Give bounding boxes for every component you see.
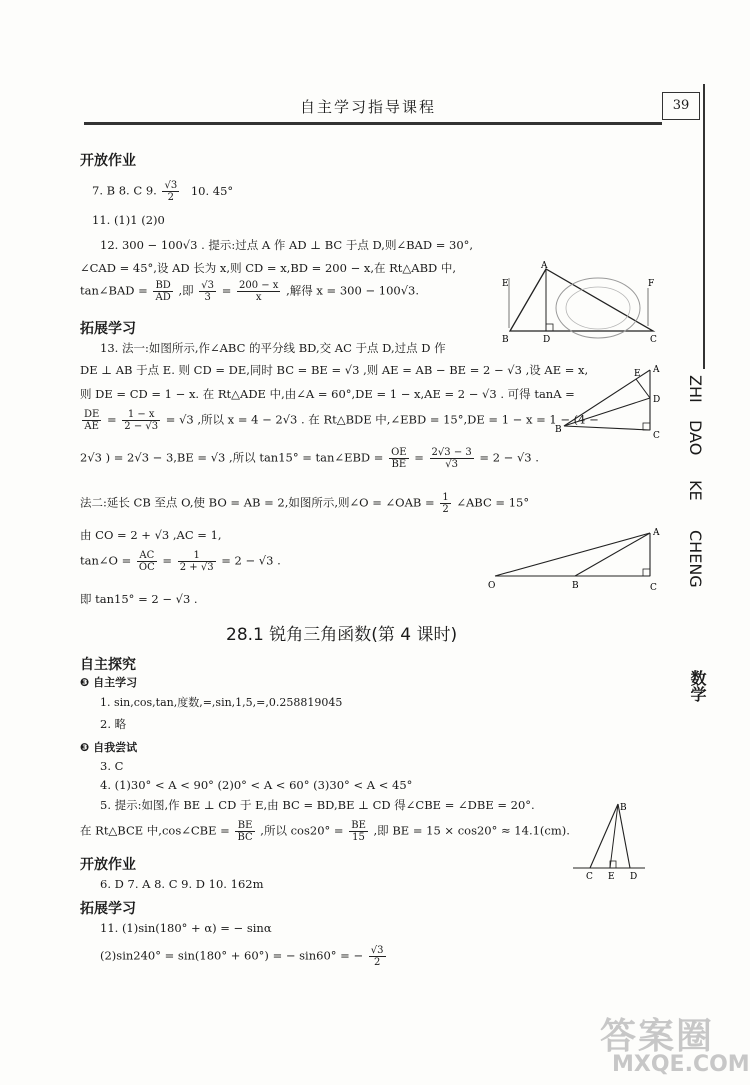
- side-word-subject: 数学: [688, 670, 707, 702]
- label-b: B: [502, 335, 509, 345]
- watermark-url: MXQE.COM: [612, 1052, 750, 1077]
- label-e: E: [502, 279, 509, 289]
- page-number: 39: [662, 92, 700, 120]
- label-d: D: [630, 872, 638, 882]
- header-rule: [84, 122, 662, 125]
- label-c: C: [650, 583, 657, 593]
- label-o: O: [488, 581, 496, 591]
- answer-line: 3. C: [100, 759, 124, 773]
- label-a: A: [653, 365, 660, 375]
- figure-triangle-abc: [498, 258, 666, 350]
- section-heading-open-homework: 开放作业: [80, 153, 136, 169]
- label-c: C: [586, 872, 593, 882]
- answer-line: 由 CO = 2 + √3 ,AC = 1,: [80, 528, 222, 542]
- subheading-self-attempt: ❸ 自我尝试: [80, 741, 138, 754]
- subheading-self-study: ❸ 自主学习: [80, 676, 138, 689]
- figure-angle-bisector: [552, 362, 668, 442]
- label-c: C: [653, 431, 660, 441]
- answer-line: 4. (1)30° < A < 90° (2)0° < A < 60° (3)30° < A < 45°: [100, 778, 413, 792]
- label-e: E: [634, 369, 641, 379]
- side-word-ke: KE: [686, 480, 705, 501]
- answer-line: 2√3 ) = 2√3 − 3,BE = √3 ,所以 tan15° = tan∠EBD = $\frac{OE}{BE}$ = $\frac{2√3 - 3}{√3}$ = 2 − √3 .: [80, 447, 539, 470]
- figure-extended-triangle: [485, 526, 667, 596]
- side-rule: [703, 84, 705, 369]
- label-c: C: [650, 335, 657, 345]
- answer-line: 即 tan15° = 2 − √3 .: [80, 592, 198, 606]
- answer-line: 12. 300 − 100√3 . 提示:过点 A 作 AD ⊥ BC 于点 D,则∠BAD = 30°,: [100, 238, 474, 252]
- answer-line: (2)sin240° = sin(180° + 60°) = − sin60° = − $\frac{√3}{2}$: [100, 945, 384, 968]
- side-word-dao: DAO: [686, 420, 705, 456]
- answer-line: 1. sin,cos,tan,度数,=,sin,1,5,=,0.258819045: [100, 696, 343, 709]
- label-d: D: [653, 395, 661, 405]
- section-heading-extended-study: 拓展学习: [80, 321, 136, 337]
- lesson-title: 28.1 锐角三角函数(第 4 课时): [226, 625, 458, 645]
- bullet-icon: ❸: [80, 741, 90, 754]
- section-heading-self-exploration: 自主探究: [80, 657, 136, 673]
- answer-line: 2. 略: [100, 717, 127, 731]
- answer-line: DE ⊥ AB 于点 E. 则 CD = DE,同时 BC = BE = √3 ,则 AE = AB − BE = 2 − √3 ,设 AE = x,: [80, 363, 589, 377]
- answer-line: ∠CAD = 45°,设 AD 长为 x,则 CD = x,BD = 200 − x,在 Rt△ABD 中,: [80, 261, 457, 275]
- figure-isosceles-triangle: [570, 796, 650, 884]
- label-b: B: [572, 581, 579, 591]
- answer-line: 5. 提示:如图,作 BE ⊥ CD 于 E,由 BC = BD,BE ⊥ CD 得∠CBE = ∠DBE = 20°.: [100, 798, 535, 812]
- bullet-icon: ❸: [80, 676, 90, 689]
- answer-line: 法二:延长 CB 至点 O,使 BO = AB = 2,如图所示,则∠O = ∠OAB = $\frac{1}{2}$ ∠ABC = 15°: [80, 492, 530, 515]
- label-a: A: [653, 528, 660, 538]
- label-b: B: [620, 803, 627, 813]
- label-d: D: [543, 335, 551, 345]
- side-word-cheng: CHENG: [686, 530, 705, 588]
- running-header-title: 自主学习指导课程: [300, 98, 437, 116]
- answer-line: tan∠O = $\frac{AC}{OC}$ = $\frac{1}{2 + √3}$ = 2 − √3 .: [80, 550, 281, 573]
- answer-line: tan∠BAD = $\frac{BD}{AD}$ ,即 $\frac{√3}{3}$ = $\frac{200 - x}{x}$ ,解得 x = 300 − 100√3.: [80, 280, 419, 303]
- answer-line: 6. D 7. A 8. C 9. D 10. 162m: [100, 877, 264, 891]
- answer-line: $\frac{DE}{AE}$ = $\frac{1 - x}{2 - √3}$ = √3 ,所以 x = 4 − 2√3 . 在 Rt△BDE 中,∠EBD = 15°,DE = 1 − x = 1 − (4 −: [84, 409, 599, 432]
- answer-line: 13. 法一:如图所示,作∠ABC 的平分线 BD,交 AC 于点 D,过点 D 作: [100, 341, 446, 355]
- label-b: B: [555, 425, 562, 435]
- section-heading-extended-study-2: 拓展学习: [80, 901, 136, 917]
- section-heading-open-homework-2: 开放作业: [80, 857, 136, 873]
- label-e: E: [608, 872, 615, 882]
- side-word-zhi: ZHI: [686, 375, 705, 403]
- answer-line: 7. B 8. C 9. $\frac{√3}{2}$ 10. 45°: [92, 180, 234, 203]
- answer-line: 在 Rt△BCE 中,cos∠CBE = $\frac{BE}{BC}$ ,所以 cos20° = $\frac{BE}{15}$ ,即 BE = 15 × cos20° ≈ 14.1(cm).: [80, 820, 570, 843]
- answer-line: 11. (1)sin(180° + α) = − sinα: [100, 921, 272, 935]
- watermark-logo: 答案圈: [600, 1016, 715, 1057]
- answer-line: 11. (1)1 (2)0: [92, 213, 165, 227]
- answer-line: 则 DE = CD = 1 − x. 在 Rt△ADE 中,由∠A = 60°,DE = 1 − x,AE = 2 − √3 . 可得 tanA =: [80, 387, 575, 401]
- label-f: F: [648, 279, 655, 289]
- label-a: A: [541, 261, 548, 271]
